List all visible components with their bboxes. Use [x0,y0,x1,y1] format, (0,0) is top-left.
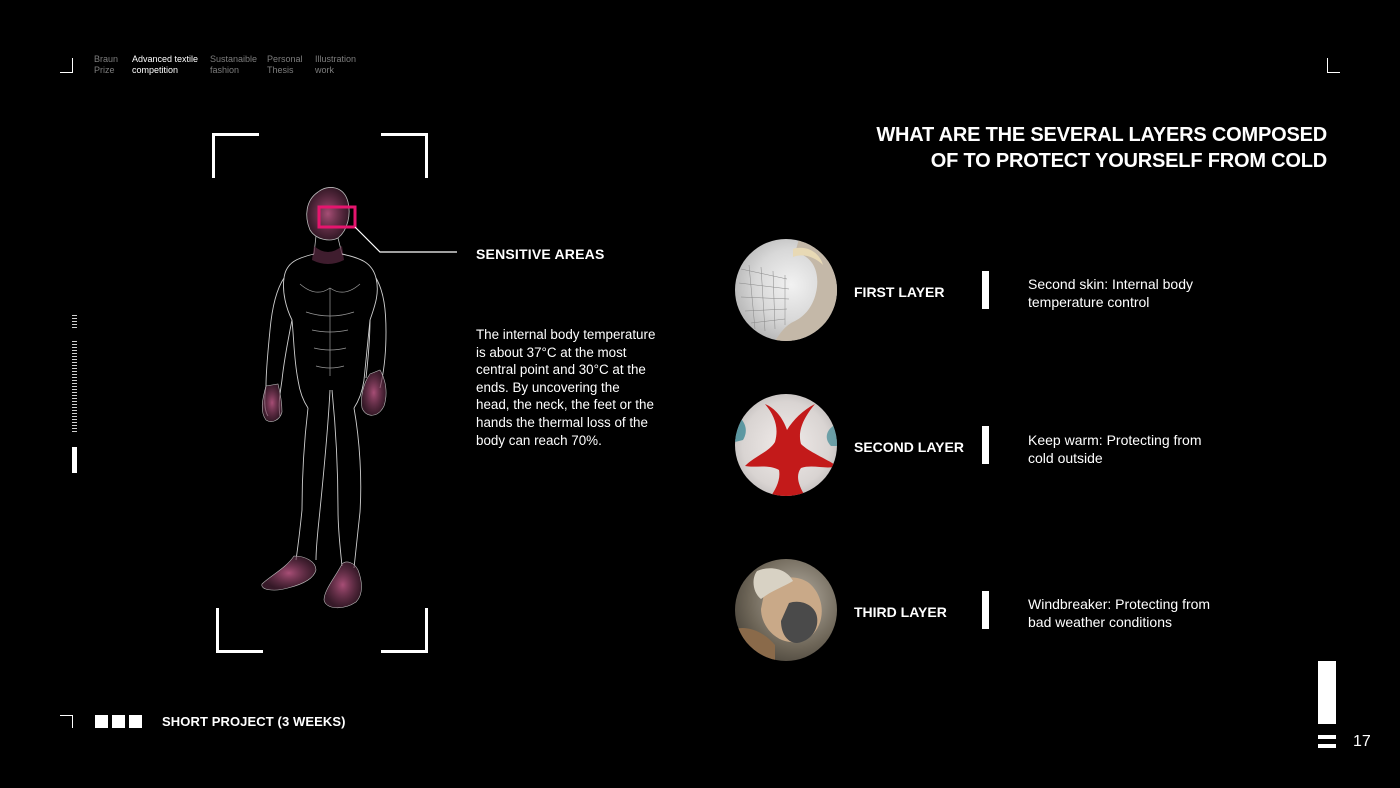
masked-figure-illustration [735,559,837,661]
first-layer-image [735,239,837,341]
nav-item-advanced-textile[interactable]: Advanced textile competition [132,54,199,75]
human-body-figure [220,180,470,620]
equals-line-1 [1318,735,1336,739]
footer-square-1 [95,715,108,728]
sensitive-areas-text: The internal body temperature is about 37°C at the most central point and 30°C at the ends. By uncovering the head, the neck, the feet or the hands the thermal loss of the body can reach 70%. [476,327,656,448]
red-ink-illustration [735,394,837,496]
main-title [780,122,1327,174]
third-layer-image [735,559,837,661]
nav-item-personal-thesis[interactable]: Personal Thesis [267,54,303,75]
ruler-bar [72,447,77,473]
corner-mark-top-right [1327,58,1340,73]
mesh-face-illustration [735,239,837,341]
second-layer-image [735,394,837,496]
footer-label: SHORT PROJECT (3 WEEKS) [162,714,346,729]
second-layer-description: Keep warm: Protecting from cold outside [1028,432,1202,466]
third-layer-description: Windbreaker: Protecting from bad weather conditions [1028,596,1211,630]
nav-item-braun-prize[interactable]: Braun Prize [94,54,119,75]
ruler-ticks-long [72,341,77,434]
ruler-ticks-top [72,315,77,330]
nav-item-illustration-work[interactable]: Illustration work [315,54,357,75]
first-layer-bar [982,271,989,309]
sensitive-areas-title: SENSITIVE AREAS [476,246,605,262]
third-layer-bar [982,591,989,629]
corner-mark-bottom-left [60,715,73,728]
frame-bracket-top-left [212,133,259,178]
first-layer-description: Second skin: Internal body temperature control [1028,276,1193,310]
main-title-line-2: OF TO PROTECT YOURSELF FROM COLD [930,150,1327,172]
second-layer-bar [982,426,989,464]
main-title-line-1: WHAT ARE THE SEVERAL LAYERS COMPOSED [876,124,1327,146]
footer-square-3 [129,715,142,728]
frame-bracket-top-right [381,133,428,178]
equals-line-2 [1318,744,1336,748]
second-layer-name: SECOND LAYER [854,439,964,455]
callout-line [355,227,457,252]
footer-square-2 [112,715,125,728]
exclamation-bar [1318,661,1336,724]
page-number: 17 [1353,733,1371,750]
first-layer-name: FIRST LAYER [854,284,945,300]
nav-item-sustainable-fashion[interactable]: Sustanaible fashion [210,54,258,75]
third-layer-name: THIRD LAYER [854,604,947,620]
corner-mark-top-left [60,58,73,73]
